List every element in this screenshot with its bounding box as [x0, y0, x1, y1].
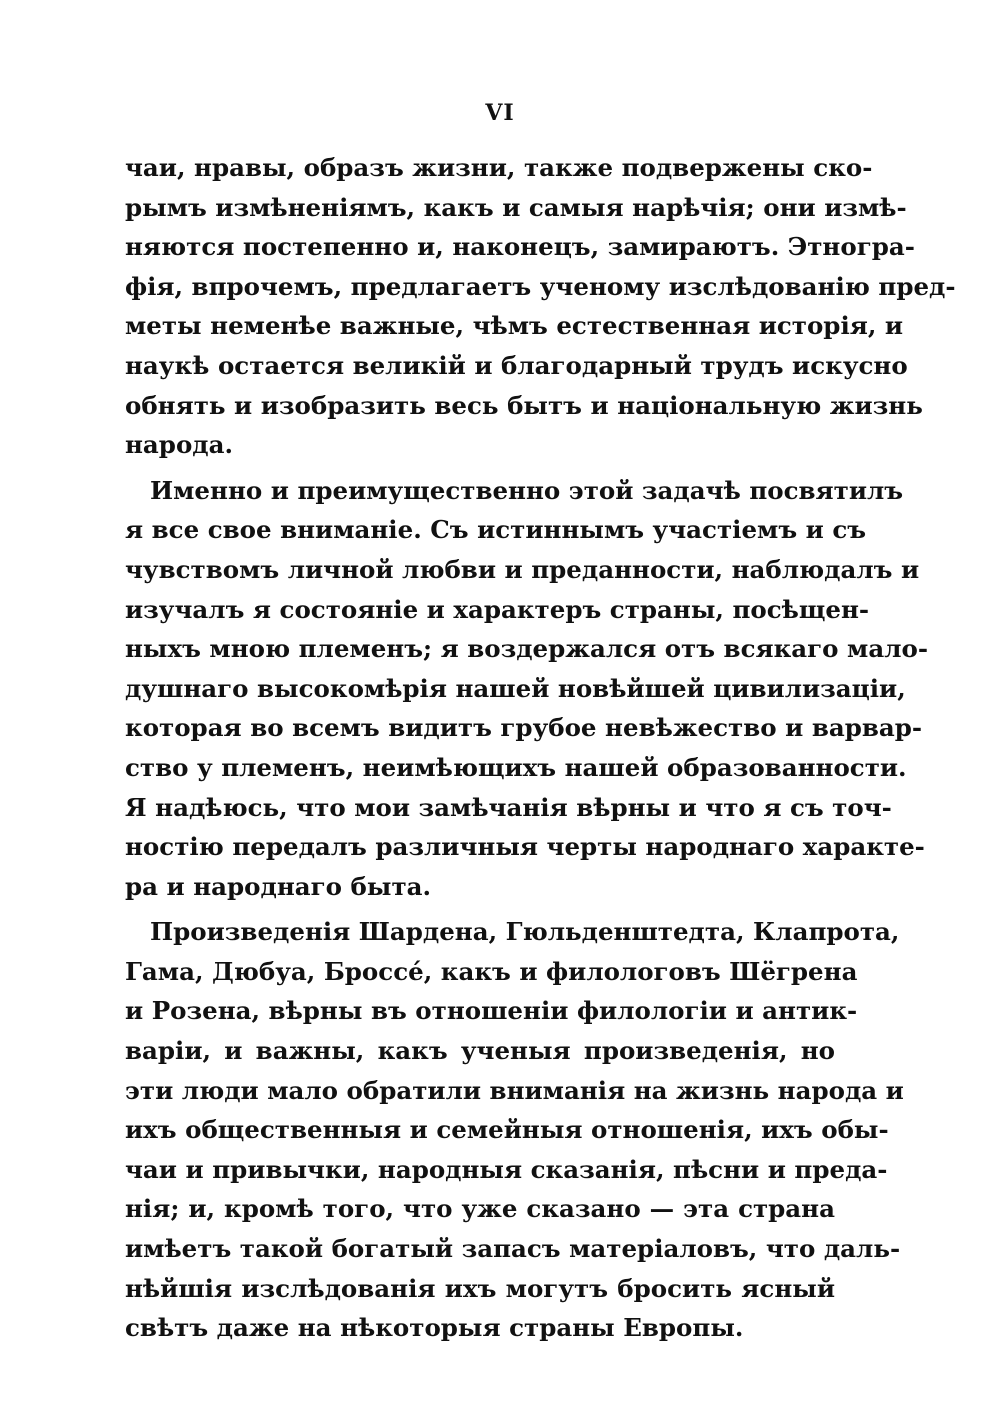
- text-line: эти люди мало обратили вниманія на жизнь народа и: [125, 1075, 904, 1105]
- paragraph-2: [125, 471, 928, 907]
- text-line: народа.: [125, 430, 234, 460]
- text-line: обнять и изобразить весь бытъ и національную жизнь: [125, 390, 923, 420]
- page-number: VI: [485, 100, 515, 126]
- text-line: ра и народнаго быта.: [125, 871, 432, 901]
- text-line: нія; и, кромѣ того, что уже сказано — эта страна: [125, 1194, 835, 1224]
- text-line: няются постепенно и, наконецъ, замираютъ. Этногра-: [125, 232, 915, 262]
- text-line: имѣетъ такой богатый запасъ матеріаловъ, что даль-: [125, 1234, 901, 1264]
- text-line: рымъ измѣненіямъ, какъ и самыя нарѣчія; они измѣ-: [125, 192, 907, 222]
- text-line: Я надѣюсь, что мои замѣчанія вѣрны и что я съ точ-: [125, 792, 892, 822]
- text-line: Именно и преимущественно этой задачѣ посвятилъ: [150, 475, 904, 505]
- text-line: Произведенія Шардена, Гюльденштедта, Клапрота,: [150, 917, 900, 947]
- text-line: которая во всемъ видитъ грубое невѣжество и варвар-: [125, 713, 923, 743]
- text-line: ство у племенъ, неимѣющихъ нашей образованности.: [125, 752, 907, 782]
- text-line: ныхъ мною племенъ; я воздержался отъ всякаго мало-: [125, 634, 928, 664]
- text-line: ностію передалъ различныя черты народнаго характе-: [125, 832, 925, 862]
- text-line: я все свое вниманіе. Съ истиннымъ участіемъ и съ: [125, 515, 867, 545]
- text-line: меты неменѣе важные, чѣмъ естественная исторія, и: [125, 311, 904, 341]
- text-line: изучалъ я состояніе и характеръ страны, посѣщен-: [125, 594, 870, 624]
- text-line: и Розена, вѣрны въ отношеніи филологіи и антик-: [125, 996, 858, 1026]
- text-line: чувствомъ личной любви и преданности, наблюдалъ и: [125, 554, 920, 584]
- text-line: Гама, Дюбуа, Броссé, какъ и филологовъ Шёгрена: [125, 956, 858, 986]
- text-line: варіи, и важны, какъ ученыя произведенія, но: [125, 1036, 835, 1066]
- text-line: чаи и привычки, народныя сказанія, пѣсни и преда-: [125, 1154, 888, 1184]
- text-line: нѣйшія изслѣдованія ихъ могутъ бросить ясный: [125, 1273, 835, 1303]
- text-line: фія, впрочемъ, предлагаетъ ученому изслѣдованію пред-: [125, 271, 956, 301]
- text-line: чаи, нравы, образъ жизни, также подвержены ско-: [125, 153, 873, 182]
- text-line: наукѣ остается великій и благодарный трудъ искусно: [125, 350, 908, 380]
- paragraph-3: [125, 912, 904, 1348]
- text-line: ихъ общественныя и семейныя отношенія, ихъ обы-: [125, 1115, 889, 1145]
- text-line: свѣтъ даже на нѣкоторыя страны Европы.: [125, 1313, 744, 1343]
- body-text: [125, 148, 956, 1348]
- text-line: душнаго высокомѣрія нашей новѣйшей цивилизаціи,: [125, 673, 906, 703]
- paragraph-1: [125, 148, 956, 465]
